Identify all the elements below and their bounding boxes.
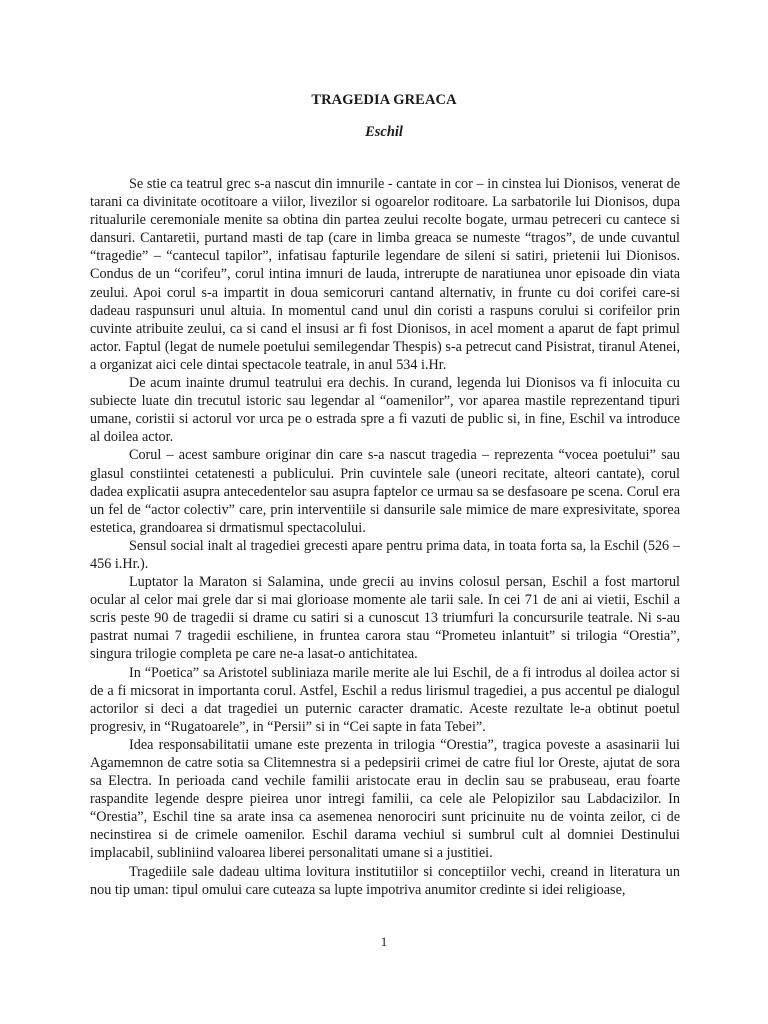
paragraph: Luptator la Maraton si Salamina, unde grecii au invins colosul persan, Eschil a fost martorul ocular al celor mai grele dar si mai glorioase momente ale tarii sale. In cei 71 de ani ai vietii, Eschil a scris peste 90 de tragedii si drame cu satiri si a cunoscut 13 triumfuri la concursurile teatrale. Ni s-au pastrat numai 7 tragedii eschiliene, in fruntea carora stau “Prometeu inlantuit” si trilogia “Orestia”, singura trilogie completa pe care ne-a lasat-o antichitatea. [90, 574, 680, 663]
paragraph: In “Poetica” sa Aristotel subliniaza marile merite ale lui Eschil, de a fi introdus al doilea actor si de a fi micsorat in importanta corul. Astfel, Eschil a redus lirismul tragediei, a pus accentul pe dialogul actorilor si deci a dat tragediei un puternic caracter dramatic. Aceste rezultate le-a obtinut poetul progresiv, in “Rugatoarele”, in “Persii” si in “Cei sapte in fata Tebei”. [90, 664, 680, 735]
page-number: 1 [380, 934, 388, 949]
paragraph: Tragediile sale dadeau ultima lovitura institutiilor si conceptiilor vechi, creand in literatura un nou tip uman: tipul omului care cuteaza sa lupte impotriva anumitor credinte si idei religioase, [90, 863, 680, 898]
document-body [90, 175, 680, 899]
paragraph: Sensul social inalt al tragediei grecesti apare pentru prima data, in toata forta sa, la Eschil (526 –456 i.Hr.). [90, 537, 680, 572]
document-subtitle: Eschil [365, 124, 403, 140]
paragraph: De acum inainte drumul teatrului era dechis. In curand, legenda lui Dionisos va fi inlocuita cu subiecte luate din trecutul istoric sau legendar al “oamenilor”, vor aparea mastile reprezentand tipuri umane, coristii si actorul vor urca pe o estrada spre a fi vazuti de public si, in fine, Eschil va introduce al doilea actor. [90, 375, 680, 446]
paragraph: Corul – acest sambure originar din care s-a nascut tragedia – reprezenta “vocea poetului” sau glasul constiintei cetatenesti a publicului. Prin cuvintele sale (uneori recitate, alteori cantate), corul dadea explicatii asupra antecedentelor sau asupra faptelor ce urmau sa se desfasoare pe scena. Corul era un fel de “actor colectiv” care, prin interventiile si dansurile sale mimice de mare expresivitate, sporea estetica, grandoarea si drmatismul spectacolului. [90, 447, 680, 536]
paragraph: Idea responsabilitatii umane este prezenta in trilogia “Orestia”, tragica poveste a asasinarii lui Agamemnon de catre sotia sa Clitemnestra si a pedepsirii crimei de catre fiul lor Oreste, ajutat de sora sa Electra. In perioada cand vechile familii aristocate erau in declin sau se prabuseau, erau foarte raspandite legende despre pieirea unor intregi familii, ca cele ale Pelopizilor sau Labdacizilor. In “Orestia”, Eschil tine sa arate insa ca asemenea nenorociri sunt pricinuite nu de vointa zeilor, ci de necinstirea si de crimele oamenilor. Eschil darama vechiul si sumbrul cult al domniei Destinului implacabil, subliniind valoarea liberei personalitati umane si a justitiei. [90, 736, 680, 862]
paragraph: Se stie ca teatrul grec s-a nascut din imnurile - cantate in cor – in cinstea lui Dionisos, venerat de tarani ca divinitate ocotitoare a viilor, livezilor si ogoarelor roditoare. La sarbatorile lui Dionisos, dupa ritualurile ceremoniale menite sa obtina din partea zeului recolte bogate, urmau petreceri cu cantece si dansuri. Cantaretii, purtand masti de tap (care in limba greaca se numeste “tragos”, de unde cuvantul “tragedie” – “cantecul tapilor”, infatisau fapturile legendare de sileni si satiri, prietenii lui Dionisos. Condus de un “corifeu”, corul intina imnuri de lauda, intrerupte de naratiunea unor episoade din viata zeului. Apoi corul s-a impartit in doua semicoruri cantand alternativ, in frunte cu doi corifei care-si dadeau raspunsuri unul altuia. In momentul cand unul din coristi a raspuns corului si corifeilor prin cuvinte atribuite zeului, ca si cand el insusi ar fi fost Dionisos, in acel moment a aparut de fapt primul actor. Faptul (legat de numele poetului semilegendar Thespis) s-a petrecut cand Pisistrat, tiranul Atenei, a organizat aici cele dintai spectacole teatrale, in anul 534 i.Hr. [90, 176, 680, 373]
document-title: TRAGEDIA GREACA [311, 92, 457, 108]
